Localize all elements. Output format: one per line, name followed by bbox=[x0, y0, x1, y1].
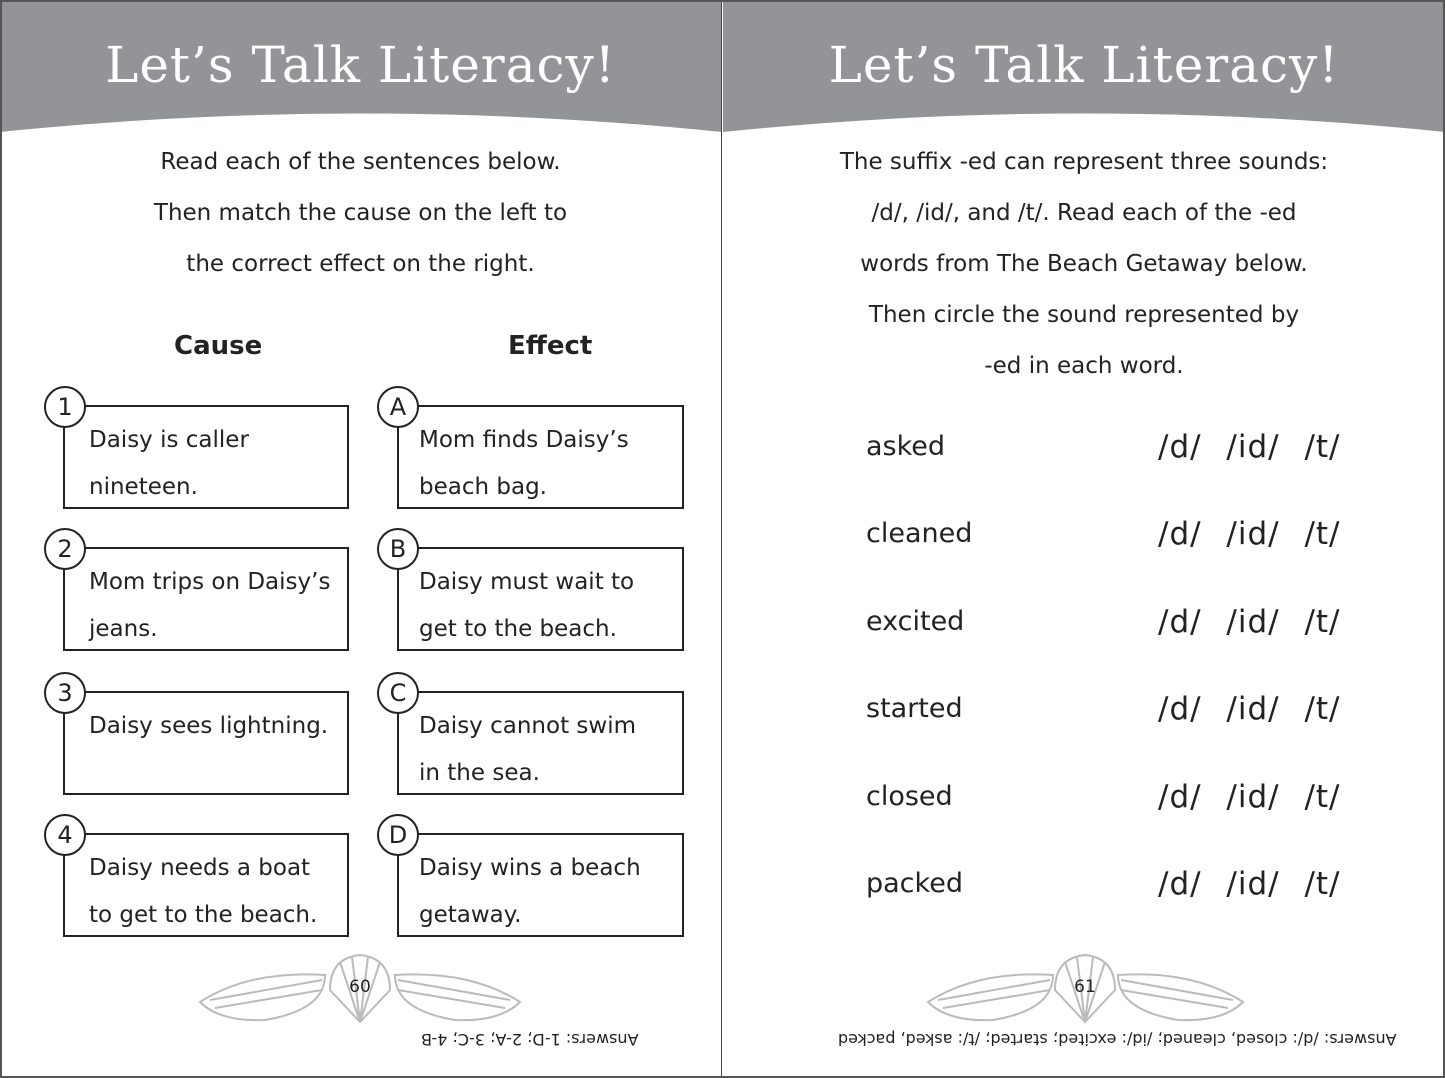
text-line: in the sea. bbox=[419, 760, 540, 786]
number-badge: 4 bbox=[44, 814, 86, 856]
page-title: Let’s Talk Literacy! bbox=[828, 36, 1340, 94]
text-line: to get to the beach. bbox=[89, 902, 318, 928]
answer-key: Answers: /d/: closed, cleaned; /id/: excited; started; /t/: asked, packed bbox=[838, 1030, 1397, 1049]
instruction-line: The suffix -ed can represent three sounds: bbox=[839, 149, 1329, 175]
instruction-line: Read each of the sentences below. bbox=[160, 149, 561, 175]
effect-box-b bbox=[397, 547, 684, 651]
cause-text bbox=[89, 417, 339, 511]
text-line: Daisy cannot swim bbox=[419, 713, 636, 739]
surfboard-icon bbox=[928, 974, 1053, 1020]
text-line: Daisy must wait to bbox=[419, 569, 635, 595]
effect-box-d bbox=[397, 833, 684, 937]
cause-heading: Cause bbox=[174, 331, 263, 361]
text-line: jeans. bbox=[89, 616, 158, 642]
surfboard-icon bbox=[395, 974, 520, 1020]
instruction-line: words from The Beach Getaway below. bbox=[860, 251, 1308, 277]
letter-badge: A bbox=[377, 386, 419, 428]
ed-word: cleaned bbox=[866, 518, 973, 549]
instruction-line: -ed in each word. bbox=[984, 353, 1184, 379]
text-line: Daisy needs a boat bbox=[89, 855, 311, 881]
text-line: Daisy wins a beach bbox=[419, 855, 641, 881]
ed-word: excited bbox=[866, 606, 965, 637]
letter-badge: D bbox=[377, 814, 419, 856]
ed-word: asked bbox=[866, 431, 946, 462]
page-number: 61 bbox=[1074, 977, 1096, 997]
instruction-line: /d/, /id/, and /t/. Read each of the -ed bbox=[871, 200, 1297, 226]
sound-choices[interactable]: /d/ /id/ /t/ bbox=[1158, 691, 1341, 727]
ed-word: started bbox=[866, 693, 963, 724]
instruction-line: the correct effect on the right. bbox=[186, 251, 535, 277]
right-page bbox=[723, 0, 1445, 1078]
number-badge: 1 bbox=[44, 386, 86, 428]
cause-box-2 bbox=[63, 547, 349, 651]
page-number: 60 bbox=[349, 977, 371, 997]
effect-text bbox=[419, 559, 674, 653]
cause-text bbox=[89, 845, 339, 939]
effect-heading: Effect bbox=[508, 331, 593, 361]
cause-text bbox=[89, 703, 339, 750]
number-badge: 3 bbox=[44, 672, 86, 714]
text-line: getaway. bbox=[419, 902, 522, 928]
page-title: Let’s Talk Literacy! bbox=[105, 36, 616, 94]
instruction-line: Then match the cause on the left to bbox=[153, 200, 568, 226]
left-page bbox=[0, 0, 722, 1078]
page-header bbox=[723, 0, 1445, 140]
text-line: get to the beach. bbox=[419, 616, 617, 642]
sound-choices[interactable]: /d/ /id/ /t/ bbox=[1158, 604, 1341, 640]
number-badge: 2 bbox=[44, 528, 86, 570]
effect-text bbox=[419, 703, 674, 797]
instructions bbox=[723, 137, 1445, 392]
effect-text bbox=[419, 417, 674, 511]
instructions bbox=[0, 137, 721, 290]
letter-badge: C bbox=[377, 672, 419, 714]
text-line: Daisy is caller bbox=[89, 427, 249, 453]
cause-box-3 bbox=[63, 691, 349, 795]
text-line: Mom finds Daisy’s bbox=[419, 427, 629, 453]
answer-key: Answers: 1-D; 2-A; 3-C; 4-B bbox=[420, 1030, 638, 1049]
surfboard-icon bbox=[200, 974, 325, 1020]
ed-word: closed bbox=[866, 781, 953, 812]
text-line: Mom trips on Daisy’s bbox=[89, 569, 331, 595]
sound-choices[interactable]: /d/ /id/ /t/ bbox=[1158, 429, 1341, 465]
effect-box-a bbox=[397, 405, 684, 509]
cause-box-1 bbox=[63, 405, 349, 509]
sound-choices[interactable]: /d/ /id/ /t/ bbox=[1158, 779, 1341, 815]
instruction-line: Then circle the sound represented by bbox=[868, 302, 1300, 328]
text-line: beach bag. bbox=[419, 474, 547, 500]
cause-text bbox=[89, 559, 339, 653]
sound-choices[interactable]: /d/ /id/ /t/ bbox=[1158, 516, 1341, 552]
ed-word: packed bbox=[866, 868, 963, 899]
text-line: Daisy sees lightning. bbox=[89, 713, 329, 739]
effect-box-c bbox=[397, 691, 684, 795]
text-line: nineteen. bbox=[89, 474, 198, 500]
sound-choices[interactable]: /d/ /id/ /t/ bbox=[1158, 866, 1341, 902]
surfboard-icon bbox=[1118, 974, 1243, 1020]
effect-text bbox=[419, 845, 674, 939]
cause-box-4 bbox=[63, 833, 349, 937]
letter-badge: B bbox=[377, 528, 419, 570]
page-header bbox=[0, 0, 721, 140]
